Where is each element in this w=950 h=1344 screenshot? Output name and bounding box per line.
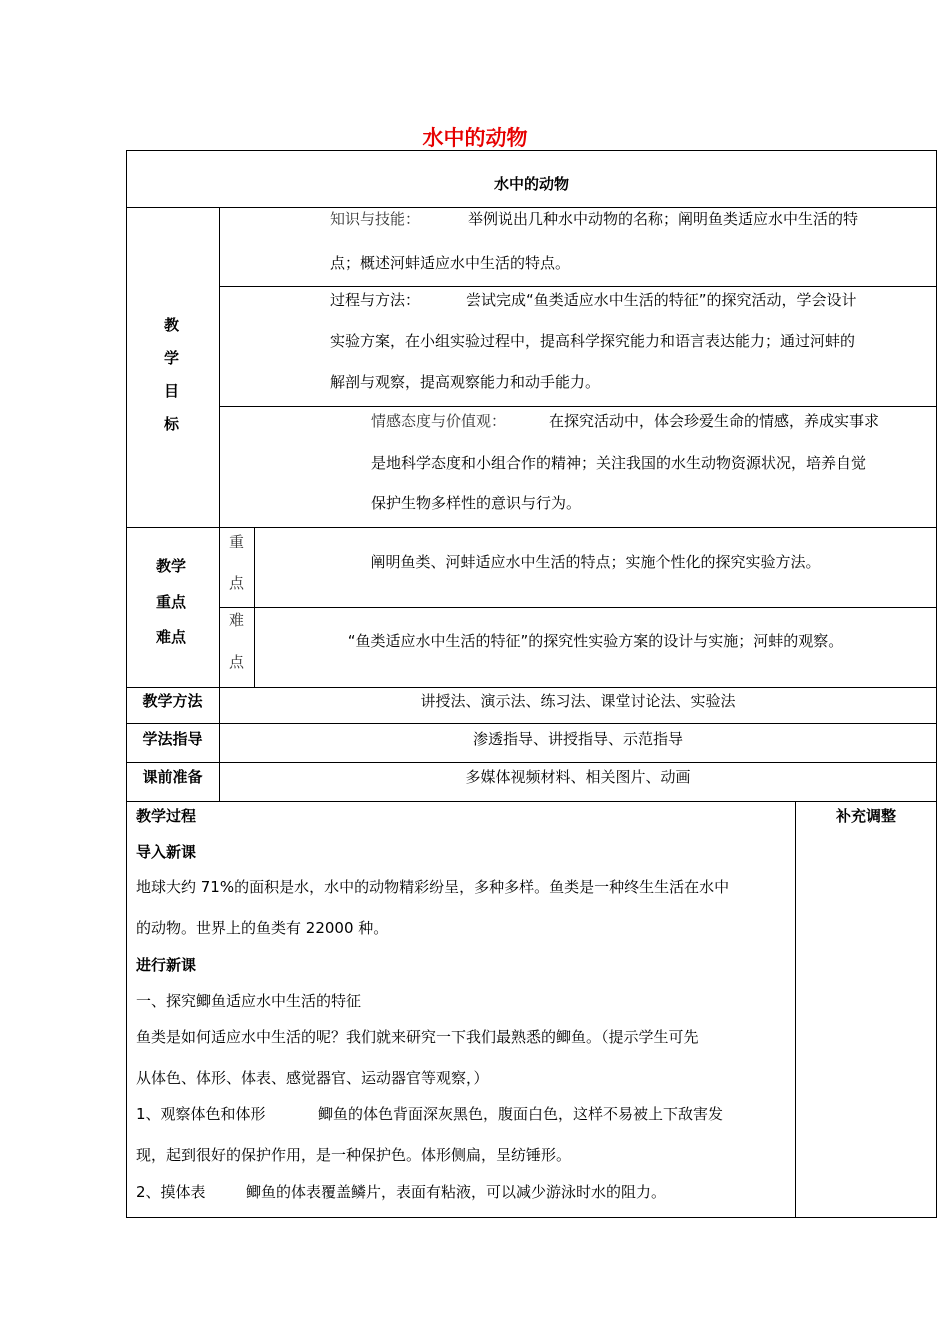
keypoints-label-line: 重点: [156, 593, 187, 611]
emotion-line: 在探究活动中，体会珍爱生命的情感，养成实事求: [549, 412, 880, 430]
emotion-label: 情感态度与价值观：: [371, 412, 507, 430]
difficult-sublabel-char: 难: [229, 611, 245, 629]
side-header: 补充调整: [835, 807, 896, 825]
step-line: 鲫鱼的体色背面深灰黑色，腹面白色，这样不易被上下敌害发: [318, 1105, 724, 1123]
objectives-label-char: 标: [164, 415, 180, 433]
knowledge-line: 举例说出几种水中动物的名称；阐明鱼类适应水中生活的特: [468, 210, 859, 228]
key-point-text: 阐明鱼类、河蚌适应水中生活的特点；实施个性化的探究实验方法。: [370, 553, 821, 571]
emotion-line: 保护生物多样性的意识与行为。: [371, 494, 582, 512]
knowledge-line: 点；概述河蚌适应水中生活的特点。: [330, 254, 571, 272]
objectives-label-char: 目: [164, 382, 180, 400]
intro-line: 地球大约 71%的面积是水，水中的动物精彩纷呈，多种多样。鱼类是一种终生生活在水中: [136, 878, 730, 896]
keypoints-label-line: 难点: [156, 628, 187, 646]
intro-line: 的动物。世界上的鱼类有 22000 种。: [136, 919, 389, 937]
paragraph-line: 从体色、体形、体表、感觉器官、运动器官等观察，）: [136, 1069, 489, 1087]
step-line: 现，起到很好的保护作用，是一种保护色。体形侧扁，呈纺锤形。: [136, 1146, 572, 1164]
intro-heading: 导入新课: [136, 843, 197, 861]
difficult-sublabel-char: 点: [229, 653, 245, 671]
study-guide-value: 渗透指导、讲授指导、示范指导: [472, 730, 683, 748]
process-line: 尝试完成“鱼类适应水中生活的特征”的探究活动，学会设计: [466, 291, 857, 309]
step-label: 1、观察体色和体形: [136, 1105, 266, 1123]
process-label: 过程与方法：: [330, 291, 421, 309]
step-label: 2、摸体表: [136, 1183, 206, 1201]
key-sublabel-char: 重: [229, 533, 245, 551]
row-divider: [126, 527, 937, 528]
document-title: 水中的动物: [422, 126, 528, 150]
preparation-label: 课前准备: [142, 768, 203, 786]
paragraph-line: 鱼类是如何适应水中生活的呢？我们就来研究一下我们最熟悉的鲫鱼。（提示学生可先: [136, 1028, 699, 1046]
process-line: 解剖与观察，提高观察能力和动手能力。: [330, 373, 601, 391]
new-lesson-heading: 进行新课: [136, 956, 197, 974]
section-heading: 一、探究鲫鱼适应水中生活的特征: [136, 992, 362, 1010]
objectives-label-char: 学: [164, 349, 180, 367]
study-guide-label: 学法指导: [142, 730, 203, 748]
method-value: 讲授法、演示法、练习法、课堂讨论法、实验法: [420, 692, 736, 710]
keypoint-divider: [219, 607, 937, 608]
step-line: 鲫鱼的体表覆盖鳞片，表面有粘液，可以减少游泳时水的阻力。: [246, 1183, 667, 1201]
difficult-point-text: “鱼类适应水中生活的特征”的探究性实验方案的设计与实施；河蚌的观察。: [347, 632, 844, 650]
knowledge-label: 知识与技能：: [330, 210, 421, 228]
side-column-divider: [795, 801, 796, 1218]
method-label: 教学方法: [142, 692, 203, 710]
objectives-label-char: 教: [164, 316, 180, 334]
keypoints-label-line: 教学: [156, 557, 187, 575]
emotion-line: 是地科学态度和小组合作的精神；关注我国的水生动物资源状况，培养自觉: [371, 454, 867, 472]
process-line: 实验方案，在小组实验过程中，提高科学探究能力和语言表达能力；通过河蚌的: [330, 332, 856, 350]
key-sublabel-char: 点: [229, 574, 245, 592]
process-header: 教学过程: [136, 807, 197, 825]
preparation-value: 多媒体视频材料、相关图片、动画: [465, 768, 691, 786]
table-title: 水中的动物: [493, 175, 569, 193]
